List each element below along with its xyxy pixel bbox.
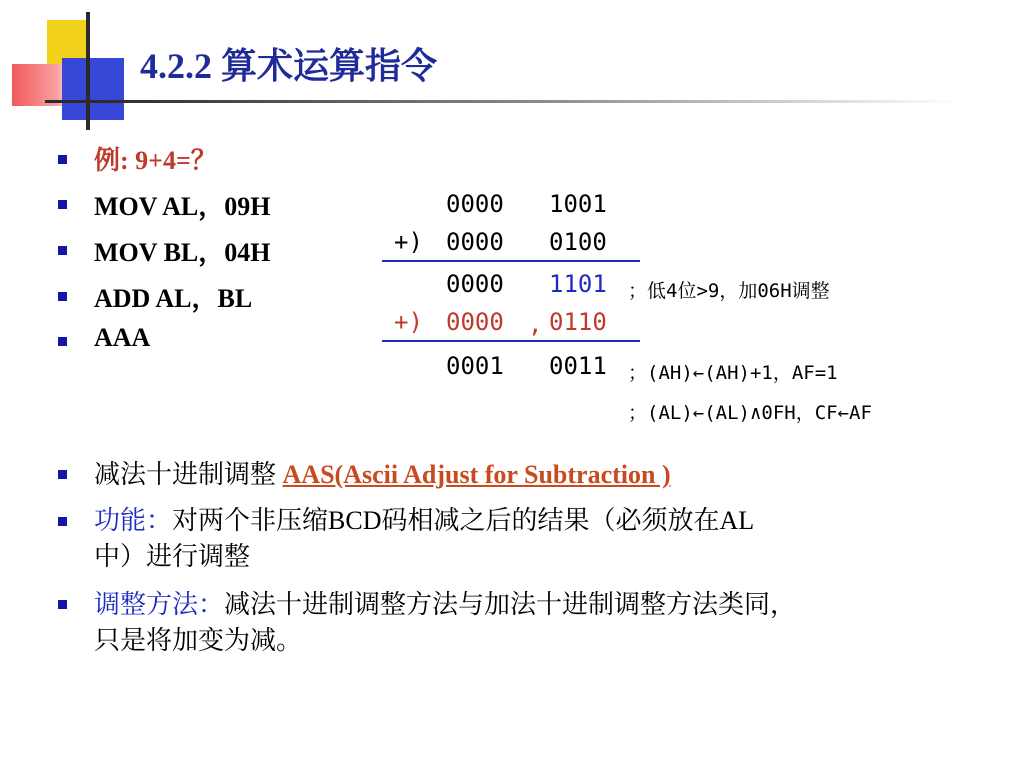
aas-line — [94, 454, 671, 491]
bullet-icon — [58, 517, 67, 526]
mov-al-line: MOV AL，09H — [94, 192, 271, 221]
bullet-icon — [58, 155, 67, 164]
note-ah: ；(AH)←(AH)+1，AF=1 — [628, 362, 838, 384]
method-label: 调整方法： — [94, 590, 225, 619]
example-line: 例: 9+4=？ — [94, 146, 217, 175]
sum-rule-2 — [382, 340, 640, 342]
aas-name: AAS(Ascii Adjust for Subtraction ) — [282, 460, 671, 489]
function-label: 功能： — [94, 506, 173, 535]
logo-vertical-line — [86, 12, 90, 130]
function-line-2: 中）进行调整 — [94, 542, 251, 571]
title-underline — [100, 100, 960, 103]
calc-row4-op: +) — [394, 308, 423, 336]
note-al: ；(AL)←(AL)∧0FH，CF←AF — [628, 402, 872, 424]
bullet-icon — [58, 470, 67, 479]
mov-bl-line: MOV BL，04H — [94, 238, 271, 267]
aas-prefix: 减法十进制调整 — [94, 460, 283, 489]
method-text-1: 减法十进制调整方法与加法十进制调整方法类同， — [224, 590, 797, 619]
slide-logo — [0, 0, 140, 140]
calc-row5-lo: 0011 — [549, 352, 607, 380]
bullet-icon — [58, 600, 67, 609]
calc-row2-op: +) — [394, 228, 423, 256]
bullet-icon — [58, 200, 67, 209]
bullet-icon — [58, 337, 67, 346]
bullet-icon — [58, 292, 67, 301]
calc-row2-hi: 0000 — [446, 228, 504, 256]
sum-rule-1 — [382, 260, 640, 262]
logo-blue-square — [62, 58, 124, 120]
calc-row5-hi: 0001 — [446, 352, 504, 380]
aaa-line: AAA — [94, 323, 151, 352]
function-text-1: 对两个非压缩BCD码相减之后的结果（必须放在AL — [172, 506, 755, 535]
add-line: ADD AL，BL — [94, 284, 253, 313]
bullet-icon — [58, 246, 67, 255]
note-adjust: ；低4位>9，加06H调整 — [628, 280, 830, 302]
calc-row2-lo: 0100 — [549, 228, 607, 256]
calc-row3-hi: 0000 — [446, 270, 504, 298]
calc-row4-hi: 0000 — [446, 308, 504, 336]
calc-row1-hi: 0000 — [446, 190, 504, 218]
calc-row3-lo: 1101 — [549, 270, 607, 298]
calc-row1-lo: 1001 — [549, 190, 607, 218]
method-line-2: 只是将加变为减。 — [94, 626, 303, 655]
function-line-1 — [94, 500, 754, 537]
method-line-1 — [94, 584, 796, 621]
slide-title: 4.2.2 算术运算指令 — [140, 46, 438, 86]
calc-row4-sep: , — [528, 310, 543, 338]
calc-row4-lo: 0110 — [549, 308, 607, 336]
